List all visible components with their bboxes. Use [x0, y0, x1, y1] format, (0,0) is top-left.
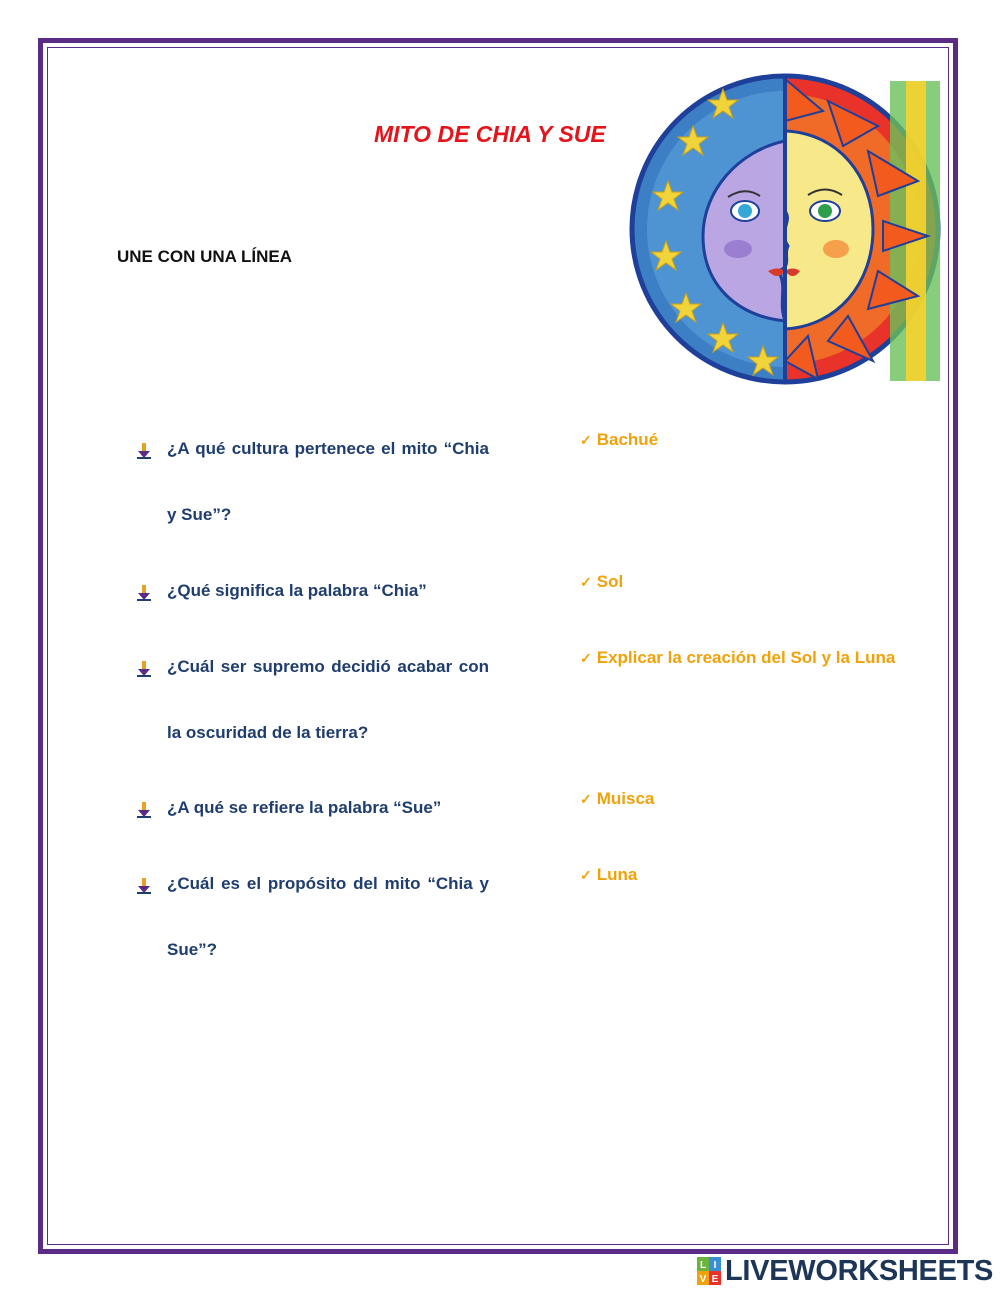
answer-label: Luna — [596, 865, 638, 884]
answer-label: Explicar la creación del Sol y la Luna — [596, 648, 896, 667]
sun-moon-illustration — [628, 71, 942, 387]
question-3: ¿Cuál ser supremo decidió acabar con la oscuridad de la tierra? — [167, 657, 489, 742]
bullet-arrow-icon — [134, 441, 154, 461]
check-icon: ✓ — [580, 791, 592, 807]
brand-logo — [697, 1256, 993, 1286]
svg-text:V: V — [699, 1274, 707, 1285]
bullet-arrow-icon — [134, 583, 154, 603]
bullet-arrow-icon — [134, 659, 154, 679]
question-5: ¿Cuál es el propósito del mito “Chia y Sue”? — [167, 874, 489, 959]
answer-label: Bachué — [596, 430, 659, 449]
answer-5 — [580, 865, 637, 885]
worksheet-title: MITO DE CHIA Y SUE — [374, 121, 606, 147]
question-4: ¿A qué se refiere la palabra “Sue” — [167, 798, 442, 817]
answer-label: Sol — [596, 572, 624, 591]
question-2: ¿Qué significa la palabra “Chia” — [167, 581, 427, 600]
answer-4 — [580, 789, 654, 809]
check-icon: ✓ — [580, 574, 592, 590]
answer-label: Muisca — [596, 789, 655, 808]
bullet-arrow-icon — [134, 800, 154, 820]
answer-1 — [580, 430, 658, 450]
answer-3 — [580, 648, 895, 668]
svg-text:L: L — [699, 1260, 707, 1271]
check-icon: ✓ — [580, 650, 592, 666]
liveworksheets-logo-icon — [697, 1257, 721, 1285]
svg-text:I: I — [713, 1260, 717, 1271]
check-icon: ✓ — [580, 867, 592, 883]
brand-name: LIVEWORKSHEETS — [725, 1254, 994, 1287]
bullet-arrow-icon — [134, 876, 154, 896]
svg-text:E: E — [711, 1274, 719, 1285]
answer-2 — [580, 572, 623, 592]
question-1: ¿A qué cultura pertenece el mito “Chia y Sue”? — [167, 439, 489, 524]
worksheet-instruction: UNE CON UNA LÍNEA — [117, 247, 293, 266]
check-icon: ✓ — [580, 432, 592, 448]
